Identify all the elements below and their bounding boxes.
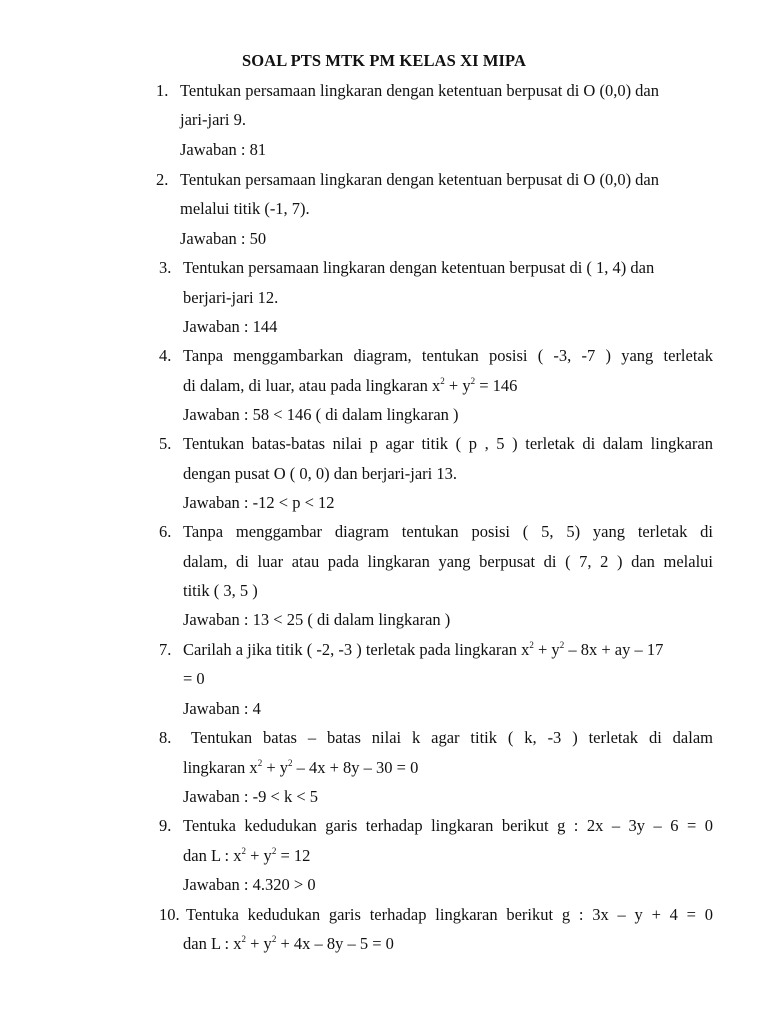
answer-text: Jawaban : 4 [183, 699, 261, 718]
answer-text: Jawaban : 58 < 146 ( di dalam lingkaran ) [183, 405, 459, 424]
question-text: melalui titik (-1, 7). [180, 199, 310, 218]
answer-text: Jawaban : 4.320 > 0 [183, 875, 316, 894]
question-text: Tentukan batas-batas nilai p agar titik ( p , 5 ) terletak di dalam lingkaran [183, 434, 713, 453]
question-number: 5. [159, 434, 172, 453]
question-number: 7. [159, 640, 172, 659]
question-text: berjari-jari 12. [183, 288, 279, 307]
question-number: 1. [156, 81, 169, 100]
question-text: jari-jari 9. [180, 110, 246, 129]
answer-text: Jawaban : 144 [183, 317, 278, 336]
answer-text: Jawaban : -9 < k < 5 [183, 787, 318, 806]
question-text: Tentukan persamaan lingkaran dengan ketentuan berpusat di ( 1, 4) dan [183, 258, 655, 277]
question-text: dan L : $x^2 + y^2 + 4x - 8y - 5 = 0$ [183, 934, 394, 953]
question-text: dan L : $x^2 + y^2 = 12$ [183, 846, 311, 865]
question-number: 10. [159, 905, 180, 924]
question-text: = 0 [183, 669, 205, 688]
question-text: Carilah a jika titik ( -2, -3 ) terletak pada lingkaran $x^2 + y^2 - 8x$ + ay – 17 [183, 640, 664, 659]
question-text: Tentukan persamaan lingkaran dengan ketentuan berpusat di O (0,0) dan [180, 81, 660, 100]
question-text: titik ( 3, 5 ) [183, 581, 258, 600]
question-text: lingkaran $x^2 + y^2 - 4x + 8y - 30 = 0$ [183, 758, 419, 777]
question-text: Tentuka kedudukan garis terhadap lingkaran berikut g : 2x – 3y – 6 = 0 [183, 816, 713, 835]
answer-text: Jawaban : -12 < p < 12 [183, 493, 335, 512]
question-number: 6. [159, 522, 172, 541]
question-number: 3. [159, 258, 172, 277]
page-title: SOAL PTS MTK PM KELAS XI MIPA [241, 51, 527, 70]
question-text: Tentukan batas – batas nilai k agar titik ( k, -3 ) terletak di dalam [191, 728, 713, 747]
answer-text: Jawaban : 50 [180, 229, 267, 248]
question-text: Tentuka kedudukan garis terhadap lingkaran berikut g : 3x – y + 4 = 0 [186, 905, 713, 924]
question-text: Tanpa menggambar diagram tentukan posisi ( 5, 5) yang terletak di [183, 522, 713, 541]
question-text: dengan pusat O ( 0, 0) dan berjari-jari 13. [183, 464, 457, 483]
answer-text: Jawaban : 13 < 25 ( di dalam lingkaran ) [183, 610, 451, 629]
question-text: Tentukan persamaan lingkaran dengan ketentuan berpusat di O (0,0) dan [180, 170, 660, 189]
question-text: dalam, di luar atau pada lingkaran yang berpusat di ( 7, 2 ) dan melalui [183, 552, 713, 571]
question-text: Tanpa menggambarkan diagram, tentukan posisi ( -3, -7 ) yang terletak [183, 346, 713, 365]
question-number: 9. [159, 816, 172, 835]
question-number: 2. [156, 170, 169, 189]
question-text: di dalam, di luar, atau pada lingkaran $x^2 + y^2 = 146$ [183, 376, 518, 395]
answer-text: Jawaban : 81 [180, 140, 267, 159]
question-number: 4. [159, 346, 172, 365]
question-number: 8. [159, 728, 172, 747]
